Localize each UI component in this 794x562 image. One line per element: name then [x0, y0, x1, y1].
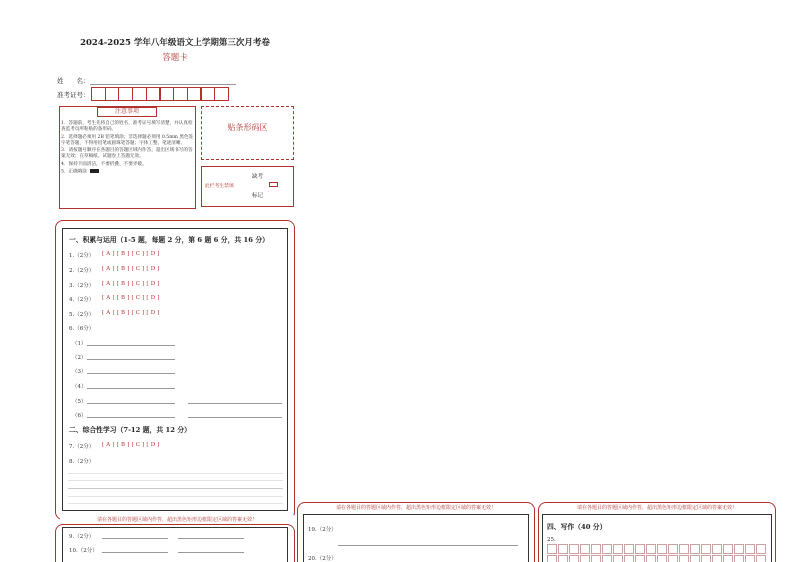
q6-part-label: （2） — [72, 355, 87, 361]
question-25-label: 25. — [547, 537, 556, 543]
essay-grid-cell[interactable] — [690, 544, 700, 554]
essay-grid-cell[interactable] — [756, 544, 766, 554]
notice-item: 2．选择题必须用 2B 铅笔填涂；非选择题必须用 0.5mm 黑色签字笔答题，不得用铅笔或圆珠笔答题；字体工整、笔迹清晰。 — [61, 134, 194, 146]
section4-title: 四、写作（40 分） — [547, 523, 607, 531]
answer-line[interactable] — [87, 359, 175, 360]
question-8-label: 8.（2分） — [69, 459, 95, 465]
exam-number-digit[interactable] — [187, 87, 202, 101]
choice-bubbles[interactable]: [ A ] [ B ] [ C ] [ D ] — [102, 295, 160, 301]
answer-line[interactable] — [338, 545, 518, 546]
answer-line[interactable] — [102, 552, 168, 553]
question-19-label: 19.（2分） — [308, 527, 337, 533]
essay-grid-cell[interactable] — [569, 544, 579, 554]
notice-item: 4．保持卡面清洁，不要折叠、不要弄破。 — [61, 161, 147, 167]
choice-bubbles[interactable]: [ A ] [ B ] [ C ] [ D ] — [102, 266, 160, 272]
essay-grid-cell[interactable] — [558, 555, 568, 562]
notice-item: 3．请按题号顺序在各题目的答题区域内作答，超出区域书写的答案无效；在草稿纸、试题卷上答题无效。 — [61, 148, 193, 160]
choice-question-label: 2.（2分） — [69, 268, 95, 274]
answer-line[interactable] — [188, 417, 282, 418]
exam-number-digit[interactable] — [160, 87, 175, 101]
exam-number-label: 准考证号： — [57, 91, 90, 99]
absent-label: 缺考 — [252, 174, 264, 180]
essay-grid-cell[interactable] — [646, 555, 656, 562]
absent-checkbox[interactable] — [269, 182, 278, 187]
essay-grid-cell[interactable] — [547, 555, 557, 562]
essay-grid-cell[interactable] — [657, 555, 667, 562]
exam-number-digit[interactable] — [146, 87, 161, 101]
essay-grid-cell[interactable] — [591, 555, 601, 562]
barcode-area — [201, 106, 294, 160]
essay-grid-cell[interactable] — [569, 555, 579, 562]
q6-part-label: （3） — [72, 369, 87, 375]
warning-text: 请在各题目的答题区域内作答，超出黑色矩形边框限定区域的答案无效！ — [576, 505, 737, 511]
essay-grid-cell[interactable] — [723, 544, 733, 554]
essay-grid-cell[interactable] — [657, 544, 667, 554]
answer-line[interactable] — [87, 388, 175, 389]
essay-grid-cell[interactable] — [613, 555, 623, 562]
warning-text: 请在各题目的答题区域内作答，超出黑色矩形边框限定区域的答案无效！ — [96, 517, 257, 523]
answer-line[interactable] — [87, 403, 175, 404]
essay-grid-cell[interactable] — [679, 555, 689, 562]
section2-title: 二、综合性学习（7-12 题，共 12 分） — [69, 426, 191, 434]
exam-number-digit[interactable] — [214, 87, 229, 101]
question-9-label: 9.（2分） — [69, 534, 95, 540]
exam-number-digit[interactable] — [91, 87, 106, 101]
choice-bubbles[interactable]: [ A ] [ B ] [ C ] [ D ] — [102, 251, 160, 257]
essay-grid-cell[interactable] — [701, 544, 711, 554]
answer-area-lower — [62, 527, 288, 562]
absent-note: 此栏考生禁填 — [205, 184, 234, 189]
choice-question-label: 4.（2分） — [69, 297, 95, 303]
essay-grid-cell[interactable] — [668, 544, 678, 554]
exam-number-boxes[interactable] — [91, 87, 228, 101]
section1-title: 一、积累与运用（1-5 题，每题 2 分，第 6 题 6 分，共 16 分） — [69, 236, 269, 244]
notice-item: 5．正确填涂 — [61, 169, 87, 175]
q6-part-label: （1） — [72, 341, 87, 347]
barcode-label: 贴条形码区 — [227, 123, 268, 132]
essay-grid-cell[interactable] — [679, 544, 689, 554]
answer-line[interactable] — [178, 538, 244, 539]
answer-sheet-subtitle: 答题卡 — [162, 53, 188, 63]
choice-question-label: 3.（2分） — [69, 283, 95, 289]
name-field[interactable] — [90, 84, 236, 85]
essay-grid-cell[interactable] — [646, 544, 656, 554]
essay-grid-cell[interactable] — [668, 555, 678, 562]
question-10-label: 10.（2分） — [69, 548, 98, 554]
writing-lines[interactable] — [68, 466, 283, 510]
question-7-label: 7.（2分） — [69, 444, 95, 450]
essay-grid-cell[interactable] — [690, 555, 700, 562]
essay-grid-cell[interactable] — [734, 544, 744, 554]
notice-title: 注意事项 — [97, 107, 157, 117]
essay-grid-cell[interactable] — [635, 544, 645, 554]
notice-item-fill-sample — [61, 169, 194, 176]
exam-number-digit[interactable] — [118, 87, 133, 101]
essay-grid-cell[interactable] — [712, 555, 722, 562]
question-20-label: 20.（2分） — [308, 556, 337, 562]
essay-grid-cell[interactable] — [624, 544, 634, 554]
choice-bubbles[interactable]: [ A ] [ B ] [ C ] [ D ] — [102, 442, 160, 448]
question-6-label: 6.（6分） — [69, 326, 95, 332]
essay-grid-cell[interactable] — [756, 555, 766, 562]
essay-grid-cell[interactable] — [734, 555, 744, 562]
essay-grid-cell[interactable] — [701, 555, 711, 562]
q6-part-label: （6） — [72, 413, 87, 419]
exam-number-digit[interactable] — [105, 87, 120, 101]
answer-line[interactable] — [178, 552, 244, 553]
essay-grid-cell[interactable] — [580, 555, 590, 562]
answer-line[interactable] — [102, 538, 168, 539]
answer-line[interactable] — [87, 345, 175, 346]
warning-text: 请在各题目的答题区域内作答，超出黑色矩形边框限定区域的答案无效！ — [335, 505, 496, 511]
essay-grid-cell[interactable] — [558, 544, 568, 554]
essay-grid-cell[interactable] — [624, 555, 634, 562]
choice-question-label: 1.（2分） — [69, 253, 95, 259]
answer-line[interactable] — [188, 403, 282, 404]
essay-grid-cell[interactable] — [580, 544, 590, 554]
exam-title: 2024-2025 学年八年级语文上学期第三次月考卷 — [80, 38, 270, 48]
essay-grid-cell[interactable] — [613, 544, 623, 554]
choice-bubbles[interactable]: [ A ] [ B ] [ C ] [ D ] — [102, 281, 160, 287]
notice-text — [61, 121, 194, 177]
choice-bubbles[interactable]: [ A ] [ B ] [ C ] [ D ] — [102, 310, 160, 316]
essay-grid[interactable] — [547, 544, 768, 562]
q6-part-label: （4） — [72, 384, 87, 390]
essay-grid-cell[interactable] — [635, 555, 645, 562]
exam-number-digit[interactable] — [173, 87, 188, 101]
essay-grid-cell[interactable] — [712, 544, 722, 554]
q6-part-label: （5） — [72, 399, 87, 405]
essay-grid-cell[interactable] — [723, 555, 733, 562]
essay-grid-cell[interactable] — [745, 555, 755, 562]
exam-number-digit[interactable] — [132, 87, 147, 101]
choice-question-label: 5.（2分） — [69, 312, 95, 318]
notice-item: 1．答题前，考生先将自己的姓名，准考证号填写清楚，并认真检查监考员所粘贴的条形码。 — [61, 121, 193, 133]
answer-line[interactable] — [87, 373, 175, 374]
filled-bubble-sample-icon — [90, 169, 99, 173]
essay-grid-cell[interactable] — [602, 555, 612, 562]
absent-mark-label: 标记 — [252, 193, 264, 199]
answer-area-middle — [303, 514, 529, 562]
exam-number-digit[interactable] — [201, 87, 216, 101]
essay-grid-cell[interactable] — [602, 544, 612, 554]
essay-grid-cell[interactable] — [591, 544, 601, 554]
answer-line[interactable] — [87, 417, 175, 418]
essay-grid-cell[interactable] — [547, 544, 557, 554]
name-label: 姓 名： — [57, 77, 90, 85]
essay-grid-cell[interactable] — [745, 544, 755, 554]
